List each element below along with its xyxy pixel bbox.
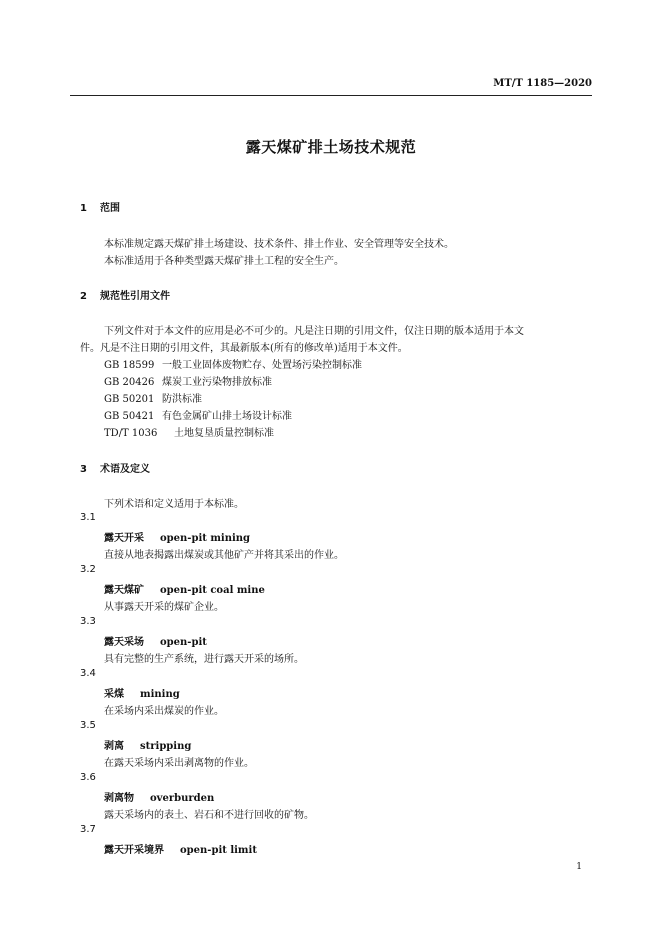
header-rule: [70, 95, 592, 96]
clause-number: 3.3: [80, 616, 96, 627]
page-number: 1: [576, 862, 582, 872]
reference-code: GB 18599: [104, 360, 155, 371]
term-en: open-pit mining: [160, 533, 251, 544]
term-definition: 在露天采场内采出剥离物的作业。: [104, 758, 254, 769]
term-heading: [104, 841, 257, 856]
reference-name: 一般工业固体废物贮存、处置场污染控制标准: [162, 360, 362, 371]
term-heading: [104, 737, 191, 752]
term-definition: 具有完整的生产系统，进行露天开采的场所。: [104, 654, 304, 665]
reference-code: GB 50201: [104, 394, 155, 405]
term-heading: [104, 685, 180, 700]
term-heading: [104, 633, 207, 648]
term-definition: 在采场内采出煤炭的作业。: [104, 706, 224, 717]
term-zh: 露天开采境界: [104, 845, 164, 856]
paragraph: 下列术语和定义适用于本标准。: [104, 499, 244, 510]
term-heading: [104, 789, 214, 804]
section-number: 1: [80, 203, 87, 214]
term-en: mining: [140, 689, 180, 700]
section-2-heading: [80, 287, 170, 302]
section-title: 规范性引用文件: [100, 291, 170, 302]
term-heading: [104, 529, 250, 544]
clause-number: 3.5: [80, 720, 96, 731]
reference-name: 土地复垦质量控制标准: [174, 428, 274, 439]
reference-item: [104, 356, 362, 371]
term-zh: 露天采场: [104, 637, 144, 648]
reference-code: GB 50421: [104, 411, 155, 422]
paragraph: 本标准规定露天煤矿排土场建设、技术条件、排土作业、安全管理等安全技术。: [104, 239, 454, 250]
term-en: open-pit coal mine: [160, 585, 265, 596]
term-definition: 直接从地表揭露出煤炭或其他矿产并将其采出的作业。: [104, 550, 344, 561]
term-zh: 露天煤矿: [104, 585, 144, 596]
paragraph: 本标准适用于各种类型露天煤矿排土工程的安全生产。: [104, 256, 344, 267]
term-zh: 剥离: [104, 741, 124, 752]
section-number: 3: [80, 464, 87, 475]
clause-number: 3.1: [80, 512, 96, 523]
standard-number: MT/T 1185—2020: [493, 78, 592, 89]
section-1-heading: [80, 199, 120, 214]
term-heading: [104, 581, 265, 596]
reference-code: TD/T 1036: [104, 428, 158, 439]
term-definition: 露天采场内的表土、岩石和不进行回收的矿物。: [104, 810, 314, 821]
reference-code: GB 20426: [104, 377, 155, 388]
section-title: 范围: [100, 203, 120, 214]
section-number: 2: [80, 291, 87, 302]
reference-item: [104, 373, 272, 388]
paragraph: 件。凡是不注日期的引用文件，其最新版本(所有的修改单)适用于本文件。: [80, 343, 408, 354]
reference-name: 煤炭工业污染物排放标准: [162, 377, 272, 388]
term-en: overburden: [150, 793, 215, 804]
section-title: 术语及定义: [100, 464, 150, 475]
clause-number: 3.7: [80, 824, 96, 835]
document-title: 露天煤矿排土场技术规范: [245, 138, 417, 156]
term-zh: 剥离物: [104, 793, 134, 804]
term-en: open-pit: [160, 637, 207, 648]
reference-name: 防洪标准: [162, 394, 202, 405]
term-zh: 露天开采: [104, 533, 144, 544]
clause-number: 3.6: [80, 772, 96, 783]
reference-item: [104, 407, 292, 422]
clause-number: 3.2: [80, 564, 96, 575]
term-zh: 采煤: [104, 689, 124, 700]
term-definition: 从事露天开采的煤矿企业。: [104, 602, 224, 613]
reference-item: [104, 424, 274, 439]
clause-number: 3.4: [80, 668, 96, 679]
paragraph: 下列文件对于本文件的应用是必不可少的。凡是注日期的引用文件，仅注日期的版本适用于本文: [104, 326, 524, 337]
term-en: stripping: [140, 741, 192, 752]
term-en: open-pit limit: [180, 845, 257, 856]
reference-item: [104, 390, 202, 405]
section-3-heading: [80, 460, 150, 475]
reference-name: 有色金属矿山排土场设计标准: [162, 411, 292, 422]
